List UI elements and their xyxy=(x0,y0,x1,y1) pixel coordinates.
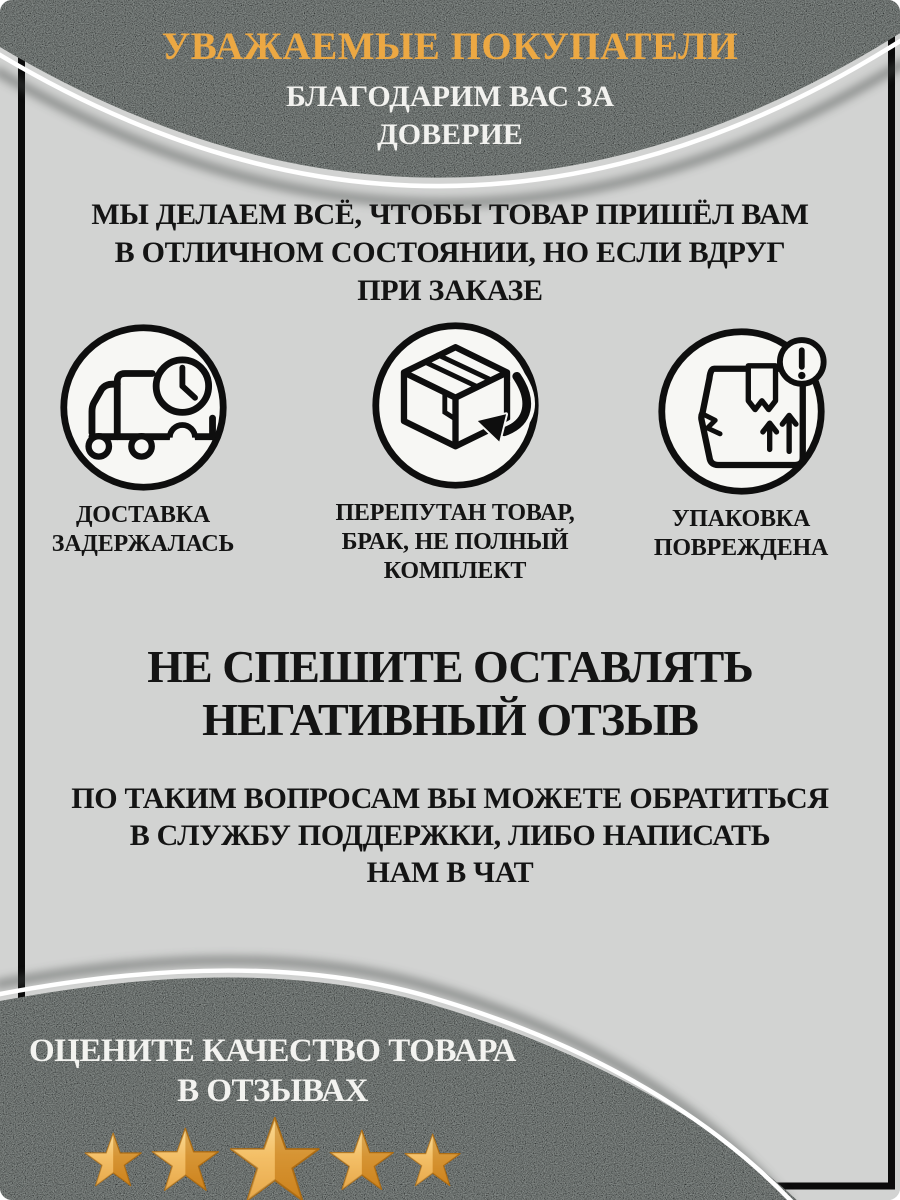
warning-heading xyxy=(30,640,870,746)
issue-label-line: ЗАДЕРЖАЛАСЬ xyxy=(51,531,235,557)
star-icon xyxy=(404,1133,461,1188)
intro-line: МЫ ДЕЛАЕМ ВСЁ, ЧТОБЫ ТОВАР ПРИШЁЛ ВАМ xyxy=(91,198,809,231)
issue-label xyxy=(610,505,872,563)
header-subtitle-line: БЛАГОДАРИМ ВАС ЗА xyxy=(285,80,615,113)
issue-label xyxy=(322,499,588,586)
issue-wrong-item xyxy=(322,318,588,586)
delivery-truck-clock-icon xyxy=(56,320,231,495)
issue-label-line: КОМПЛЕКТ xyxy=(383,558,527,584)
header-subtitle xyxy=(0,78,900,154)
star-icon xyxy=(329,1129,395,1192)
issue-label-line: БРАК, НЕ ПОЛНЫЙ xyxy=(341,529,569,555)
issue-label-line: ПЕРЕПУТАН ТОВАР, xyxy=(335,500,575,526)
warning-line: НЕ СПЕШИТЕ ОСТАВЛЯТЬ xyxy=(147,641,753,692)
footer-banner xyxy=(0,1031,545,1200)
support-line: ПО ТАКИМ ВОПРОСАМ ВЫ МОЖЕТЕ ОБРАТИТЬСЯ xyxy=(71,782,829,815)
support-text xyxy=(40,780,860,891)
support-line: В СЛУЖБУ ПОДДЕРЖКИ, ЛИБО НАПИСАТЬ xyxy=(129,819,771,852)
footer-line: В ОТЗЫВАХ xyxy=(177,1073,368,1109)
issue-delivery-delayed xyxy=(27,320,259,559)
header-banner xyxy=(0,24,900,154)
issue-label-line: УПАКОВКА xyxy=(671,506,811,532)
warning-line: НЕГАТИВНЫЙ ОТЗЫВ xyxy=(202,694,698,745)
star-icon xyxy=(151,1127,220,1193)
issue-damaged-packaging xyxy=(610,324,872,563)
header-subtitle-line: ДОВЕРИЕ xyxy=(377,118,523,151)
issue-label xyxy=(27,501,259,559)
header-title: УВАЖАЕМЫЕ ПОКУПАТЕЛИ xyxy=(161,25,739,68)
intro-line: В ОТЛИЧНОМ СОСТОЯНИИ, НО ЕСЛИ ВДРУГ xyxy=(114,236,786,269)
damaged-package-icon xyxy=(654,324,829,499)
intro-text xyxy=(40,196,860,310)
star-icon xyxy=(229,1116,321,1200)
rating-stars xyxy=(0,1116,545,1200)
footer-line: ОЦЕНИТЕ КАЧЕСТВО ТОВАРА xyxy=(29,1033,516,1069)
box-return-icon xyxy=(368,318,543,493)
intro-line: ПРИ ЗАКАЗЕ xyxy=(357,274,543,307)
support-line: НАМ В ЧАТ xyxy=(366,856,534,889)
star-icon xyxy=(84,1132,142,1188)
issue-label-line: ПОВРЕЖДЕНА xyxy=(653,535,829,561)
issue-label-line: ДОСТАВКА xyxy=(75,502,211,528)
